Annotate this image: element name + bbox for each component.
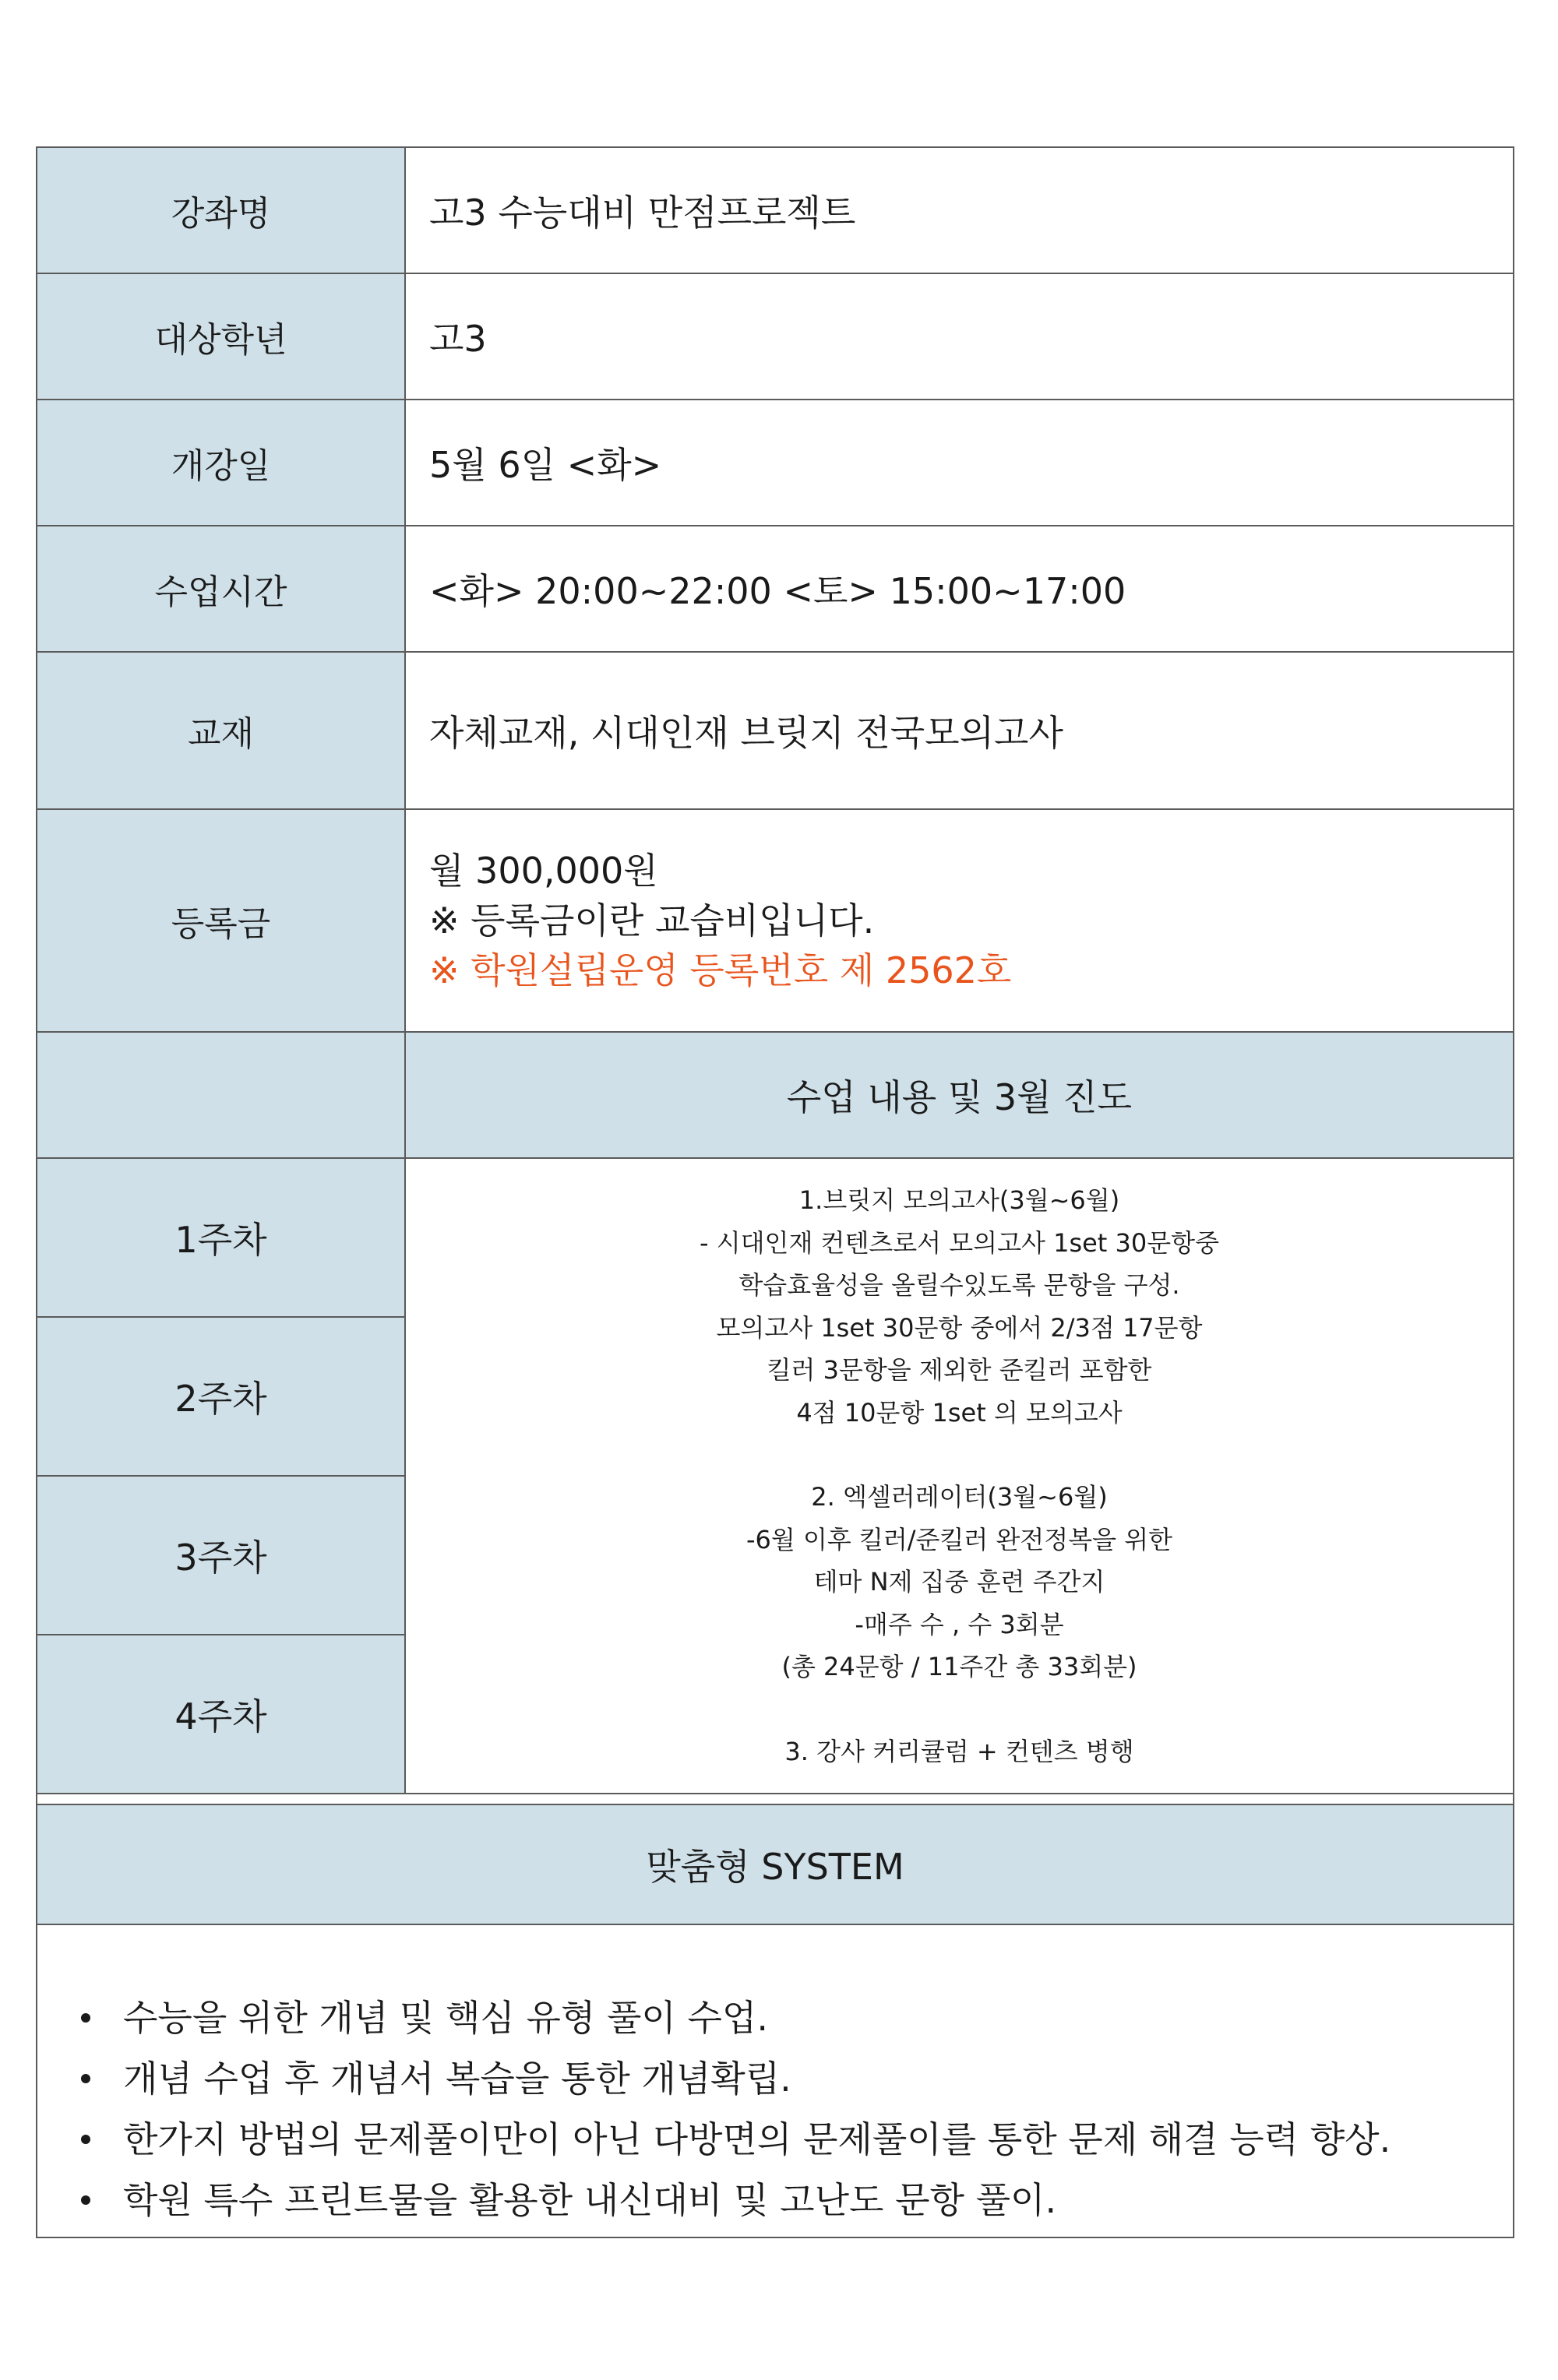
fee-label: 등록금 xyxy=(37,810,406,1031)
fee-row xyxy=(37,810,1513,1033)
course-name-label: 강좌명 xyxy=(37,148,406,273)
textbook-row xyxy=(37,653,1513,810)
textbook-value: 자체교재, 시대인재 브릿지 전국모의고사 xyxy=(429,712,1063,754)
bullet-dot-icon xyxy=(81,2074,90,2083)
system-header: 맞춤형 SYSTEM xyxy=(37,1804,1513,1925)
list-item xyxy=(81,2048,1391,2109)
bullet-dot-icon xyxy=(81,2195,90,2205)
start-date-row xyxy=(37,400,1513,526)
bullet-text: 학원 특수 프린트물을 활용한 내신대비 및 고난도 문항 풀이. xyxy=(123,2179,1057,2221)
bridge-mock-line-1: 1.브릿지 모의고사(3월~6월) xyxy=(798,1185,1120,1215)
week-1-label: 1주차 xyxy=(37,1159,406,1318)
class-time-row xyxy=(37,526,1513,653)
system-bullet-list xyxy=(81,1987,1391,2230)
bullet-text: 개념 수업 후 개념서 복습을 통한 개념확립. xyxy=(123,2058,791,2100)
curriculum-header-empty xyxy=(37,1033,406,1157)
start-date-label: 개강일 xyxy=(37,400,406,525)
week-2-label: 2주차 xyxy=(37,1318,406,1477)
bullet-text: 한가지 방법의 문제풀이만이 아닌 다방면의 문제풀이를 통한 문제 해결 능력 향상. xyxy=(123,2118,1391,2160)
bullet-dot-icon xyxy=(81,2135,90,2144)
course-info-sheet xyxy=(36,146,1514,2238)
accelerator-line-5: (총 24문항 / 11주간 총 33회분) xyxy=(781,1652,1137,1681)
list-item xyxy=(81,2170,1391,2230)
accelerator-line-1: 2. 엑셀러레이터(3월~6월) xyxy=(811,1482,1108,1512)
textbook-label: 교재 xyxy=(37,653,406,808)
bridge-mock-line-2: - 시대인재 컨텐츠로서 모의고사 1set 30문항중 xyxy=(700,1227,1219,1258)
target-grade-value: 고3 xyxy=(429,318,487,360)
fee-value xyxy=(406,810,1513,1031)
registration-number: ※ 학원설립운영 등록번호 제 2562호 xyxy=(429,949,1012,991)
curriculum-header-row xyxy=(37,1033,1513,1159)
bridge-mock-line-6: 4점 10문항 1set 의 모의고사 xyxy=(796,1397,1123,1428)
fee-amount: 월 300,000원 xyxy=(429,850,658,892)
accelerator-line-4: -매주 수 , 수 3회분 xyxy=(855,1609,1064,1639)
bullet-dot-icon xyxy=(81,2013,90,2023)
target-grade-row xyxy=(37,274,1513,400)
list-item xyxy=(81,1987,1391,2048)
fee-note: ※ 등록금이란 교습비입니다. xyxy=(429,900,875,942)
course-name-value: 고3 수능대비 만점프로젝트 xyxy=(429,192,856,234)
class-time-value: <화> 20:00~22:00 <토> 15:00~17:00 xyxy=(429,570,1126,612)
accelerator-line-2: -6월 이후 킬러/준킬러 완전정복을 위한 xyxy=(746,1524,1173,1554)
bullet-text: 수능을 위한 개념 및 핵심 유형 풀이 수업. xyxy=(123,1997,768,2039)
class-time-label: 수업시간 xyxy=(37,526,406,651)
target-grade-label: 대상학년 xyxy=(37,274,406,399)
bridge-mock-line-3: 학습효율성을 올릴수있도록 문항을 구성. xyxy=(738,1270,1180,1300)
bridge-mock-line-5: 킬러 3문항을 제외한 준킬러 포함한 xyxy=(767,1355,1152,1385)
week-3-label: 3주차 xyxy=(37,1477,406,1635)
week-4-label: 4주차 xyxy=(37,1635,406,1794)
curriculum-content xyxy=(406,1159,1513,1794)
curriculum-header: 수업 내용 및 3월 진도 xyxy=(406,1033,1513,1157)
course-name-row xyxy=(37,148,1513,274)
list-item xyxy=(81,2109,1391,2170)
accelerator-line-3: 테마 N제 집중 훈련 주간지 xyxy=(813,1567,1105,1597)
start-date-value: 5월 6일 <화> xyxy=(429,444,662,486)
curriculum-line-3: 3. 강사 커리큘럼 + 컨텐츠 병행 xyxy=(784,1736,1134,1766)
bridge-mock-line-4: 모의고사 1set 30문항 중에서 2/3점 17문항 xyxy=(716,1312,1203,1343)
